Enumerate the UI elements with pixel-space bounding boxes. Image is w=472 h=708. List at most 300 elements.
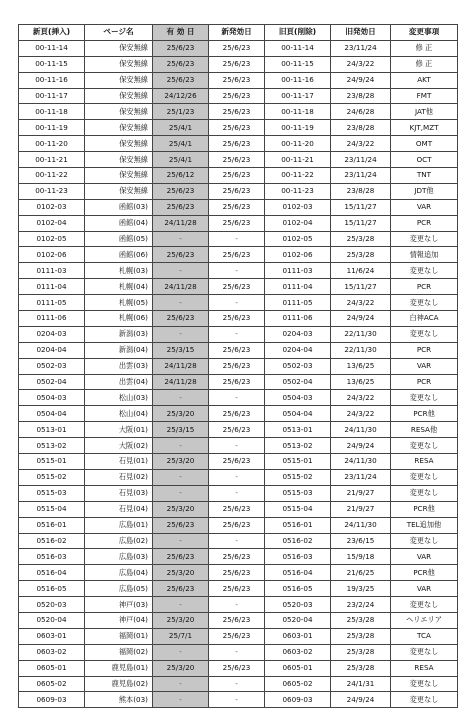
new-page-cell: 00-11-14 [19, 40, 85, 56]
new-page-cell: 0204-04 [19, 342, 85, 358]
old-effective-date-cell: 24/6/28 [331, 104, 391, 120]
new-page-cell: 0513-01 [19, 422, 85, 438]
table-row [19, 612, 458, 628]
change-notes-cell: PCR他 [391, 565, 458, 581]
effective-date-cell: 25/3/20 [153, 660, 209, 676]
old-page-cell: 0603-02 [265, 644, 331, 660]
old-page-cell: 0605-02 [265, 676, 331, 692]
new-effective-date-cell: 25/6/23 [209, 215, 265, 231]
old-page-cell: 0516-05 [265, 581, 331, 597]
old-page-cell: 00-11-15 [265, 56, 331, 72]
table-row [19, 628, 458, 644]
old-effective-date-cell: 15/9/18 [331, 549, 391, 565]
effective-date-cell: - [153, 390, 209, 406]
effective-date-cell: 25/3/15 [153, 342, 209, 358]
page-name-cell: 保安無線 [85, 56, 153, 72]
effective-date-cell: 25/7/1 [153, 628, 209, 644]
new-effective-date-cell: 25/6/23 [209, 88, 265, 104]
old-effective-date-cell: 21/9/27 [331, 501, 391, 517]
old-page-cell: 0520-03 [265, 597, 331, 613]
table-row [19, 263, 458, 279]
effective-date-cell: 24/12/26 [153, 88, 209, 104]
change-notes-cell: 変更なし [391, 390, 458, 406]
page-name-cell: 大阪(02) [85, 438, 153, 454]
change-notes-cell: PCR他 [391, 406, 458, 422]
old-page-cell: 0102-04 [265, 215, 331, 231]
effective-date-cell: 24/11/28 [153, 358, 209, 374]
page-name-cell: 広島(01) [85, 517, 153, 533]
new-effective-date-cell: - [209, 597, 265, 613]
old-page-cell: 0515-01 [265, 454, 331, 470]
effective-date-cell: - [153, 644, 209, 660]
new-page-cell: 0502-03 [19, 358, 85, 374]
header-row [19, 25, 458, 41]
effective-date-cell: 25/6/23 [153, 247, 209, 263]
change-notes-cell: FMT [391, 88, 458, 104]
effective-date-cell: - [153, 597, 209, 613]
table-row [19, 644, 458, 660]
table-row [19, 231, 458, 247]
new-page-cell: 00-11-15 [19, 56, 85, 72]
new-page-cell: 0603-01 [19, 628, 85, 644]
change-notes-cell: 修 正 [391, 40, 458, 56]
effective-date-cell: 25/6/23 [153, 183, 209, 199]
page-name-cell: 広島(04) [85, 565, 153, 581]
new-effective-date-cell: - [209, 326, 265, 342]
table-body [19, 40, 458, 707]
new-effective-date-cell: 25/6/23 [209, 247, 265, 263]
new-effective-date-cell: 25/6/23 [209, 342, 265, 358]
table-row [19, 660, 458, 676]
new-effective-date-cell: 25/6/23 [209, 152, 265, 168]
new-page-cell: 00-11-20 [19, 136, 85, 152]
new-effective-date-cell: 25/6/23 [209, 565, 265, 581]
effective-date-cell: - [153, 485, 209, 501]
new-page-cell: 00-11-17 [19, 88, 85, 104]
page-name-cell: 松山(04) [85, 406, 153, 422]
old-page-cell: 0609-03 [265, 692, 331, 708]
table-row [19, 183, 458, 199]
effective-date-cell: 25/6/23 [153, 549, 209, 565]
old-page-cell: 0513-01 [265, 422, 331, 438]
table-row [19, 485, 458, 501]
page-name-cell: 保安無線 [85, 152, 153, 168]
page-name-cell: 広島(05) [85, 581, 153, 597]
page-name-cell: 神戸(03) [85, 597, 153, 613]
change-notes-cell: 変更なし [391, 485, 458, 501]
new-page-cell: 00-11-22 [19, 168, 85, 184]
old-page-cell: 0111-06 [265, 311, 331, 327]
table-row [19, 517, 458, 533]
old-page-cell: 0515-04 [265, 501, 331, 517]
new-page-cell: 0516-02 [19, 533, 85, 549]
page-name-cell: 福岡(01) [85, 628, 153, 644]
table-row [19, 72, 458, 88]
page-name-cell: 札幌(05) [85, 295, 153, 311]
new-page-cell: 0102-05 [19, 231, 85, 247]
revision-table-sheet [18, 24, 457, 708]
new-effective-date-header: 新発効日 [209, 25, 265, 41]
old-page-cell: 0513-02 [265, 438, 331, 454]
old-effective-date-cell: 13/6/25 [331, 358, 391, 374]
new-effective-date-cell: 25/6/23 [209, 374, 265, 390]
old-page-cell: 0516-02 [265, 533, 331, 549]
page-name-cell: 鹿児島(01) [85, 660, 153, 676]
change-notes-cell: 白神ACA [391, 311, 458, 327]
effective-date-cell: 24/11/28 [153, 215, 209, 231]
effective-date-cell: 25/3/20 [153, 454, 209, 470]
new-effective-date-cell: 25/6/23 [209, 183, 265, 199]
new-page-cell: 0605-02 [19, 676, 85, 692]
old-page-cell: 0504-03 [265, 390, 331, 406]
table-row [19, 358, 458, 374]
page-name-cell: 出雲(03) [85, 358, 153, 374]
change-notes-cell: PCR [391, 374, 458, 390]
table-row [19, 342, 458, 358]
old-page-cell: 00-11-22 [265, 168, 331, 184]
table-row [19, 533, 458, 549]
new-page-cell: 0111-06 [19, 311, 85, 327]
old-page-cell: 0515-03 [265, 485, 331, 501]
new-effective-date-cell: 25/6/23 [209, 311, 265, 327]
change-notes-cell: VAR [391, 549, 458, 565]
table-row [19, 581, 458, 597]
old-effective-date-cell: 23/8/28 [331, 120, 391, 136]
change-notes-cell: 変更なし [391, 533, 458, 549]
effective-date-cell: 24/11/28 [153, 279, 209, 295]
effective-date-cell: 25/4/1 [153, 152, 209, 168]
old-page-cell: 0111-05 [265, 295, 331, 311]
page-name-cell: 新潟(03) [85, 326, 153, 342]
old-effective-date-cell: 22/11/30 [331, 342, 391, 358]
table-row [19, 374, 458, 390]
new-effective-date-cell: - [209, 644, 265, 660]
new-effective-date-cell: 25/6/23 [209, 40, 265, 56]
effective-date-cell: 25/3/20 [153, 612, 209, 628]
change-notes-cell: 変更なし [391, 263, 458, 279]
effective-date-header: 有 効 日 [153, 25, 209, 41]
table-row [19, 565, 458, 581]
page-name-cell: 出雲(04) [85, 374, 153, 390]
old-effective-date-cell: 24/1/31 [331, 676, 391, 692]
old-effective-date-cell: 25/3/28 [331, 247, 391, 263]
new-page-cell: 00-11-21 [19, 152, 85, 168]
effective-date-cell: - [153, 326, 209, 342]
old-effective-date-cell: 15/11/27 [331, 199, 391, 215]
effective-date-cell: - [153, 438, 209, 454]
new-effective-date-cell: 25/6/23 [209, 454, 265, 470]
new-page-cell: 00-11-18 [19, 104, 85, 120]
page-name-cell: 広島(03) [85, 549, 153, 565]
new-page-cell: 0515-03 [19, 485, 85, 501]
new-effective-date-cell: - [209, 485, 265, 501]
old-page-cell: 0102-05 [265, 231, 331, 247]
old-effective-date-cell: 15/11/27 [331, 279, 391, 295]
new-effective-date-cell: 25/6/23 [209, 581, 265, 597]
effective-date-cell: 24/11/28 [153, 374, 209, 390]
new-effective-date-cell: - [209, 533, 265, 549]
page-name-cell: 函館(04) [85, 215, 153, 231]
effective-date-cell: 25/6/23 [153, 199, 209, 215]
new-page-cell: 0603-02 [19, 644, 85, 660]
change-notes-cell: 変更なし [391, 676, 458, 692]
table-row [19, 326, 458, 342]
old-effective-date-cell: 15/11/27 [331, 215, 391, 231]
change-notes-cell: TCA [391, 628, 458, 644]
new-effective-date-cell: 25/6/23 [209, 628, 265, 644]
new-page-cell: 0111-04 [19, 279, 85, 295]
page-name-cell: 札幌(03) [85, 263, 153, 279]
old-effective-date-cell: 25/3/28 [331, 644, 391, 660]
old-page-header: 旧頁(削除) [265, 25, 331, 41]
old-page-cell: 0515-02 [265, 469, 331, 485]
change-notes-cell: TNT [391, 168, 458, 184]
effective-date-cell: 25/3/15 [153, 422, 209, 438]
new-effective-date-cell: 25/6/23 [209, 406, 265, 422]
new-effective-date-cell: 25/6/23 [209, 422, 265, 438]
revision-table [18, 24, 458, 708]
new-page-cell: 0609-03 [19, 692, 85, 708]
table-row [19, 469, 458, 485]
old-effective-date-cell: 25/3/28 [331, 231, 391, 247]
change-notes-cell: PCR他 [391, 501, 458, 517]
old-effective-date-cell: 23/11/24 [331, 40, 391, 56]
old-page-cell: 00-11-21 [265, 152, 331, 168]
page-name-cell: 札幌(04) [85, 279, 153, 295]
change-notes-cell: 変更なし [391, 326, 458, 342]
old-page-cell: 0504-04 [265, 406, 331, 422]
old-effective-date-cell: 23/11/24 [331, 469, 391, 485]
old-page-cell: 0516-04 [265, 565, 331, 581]
new-effective-date-cell: - [209, 263, 265, 279]
page-name-cell: 石見(03) [85, 485, 153, 501]
new-page-cell: 0513-02 [19, 438, 85, 454]
new-effective-date-cell: 25/6/23 [209, 660, 265, 676]
old-page-cell: 0111-04 [265, 279, 331, 295]
new-effective-date-cell: 25/6/23 [209, 104, 265, 120]
page-name-cell: 函館(03) [85, 199, 153, 215]
old-page-cell: 00-11-14 [265, 40, 331, 56]
page-name-cell: 保安無線 [85, 104, 153, 120]
new-effective-date-cell: - [209, 231, 265, 247]
new-effective-date-cell: - [209, 692, 265, 708]
old-effective-date-cell: 24/9/24 [331, 72, 391, 88]
page-name-cell: 函館(06) [85, 247, 153, 263]
old-effective-date-cell: 23/6/15 [331, 533, 391, 549]
old-effective-date-cell: 24/11/30 [331, 517, 391, 533]
old-page-cell: 00-11-20 [265, 136, 331, 152]
old-page-cell: 00-11-18 [265, 104, 331, 120]
new-page-cell: 0102-06 [19, 247, 85, 263]
old-page-cell: 0605-01 [265, 660, 331, 676]
old-effective-date-cell: 24/3/22 [331, 295, 391, 311]
table-row [19, 88, 458, 104]
new-page-cell: 0504-03 [19, 390, 85, 406]
new-effective-date-cell: - [209, 676, 265, 692]
old-page-cell: 0502-04 [265, 374, 331, 390]
page-name-cell: 札幌(06) [85, 311, 153, 327]
change-notes-cell: OCT [391, 152, 458, 168]
old-effective-date-cell: 24/3/22 [331, 406, 391, 422]
change-notes-cell: VAR [391, 199, 458, 215]
page-name-header: ページ名 [85, 25, 153, 41]
old-effective-date-cell: 22/11/30 [331, 326, 391, 342]
new-page-cell: 0605-01 [19, 660, 85, 676]
page-name-cell: 広島(02) [85, 533, 153, 549]
effective-date-cell: 25/6/23 [153, 311, 209, 327]
table-row [19, 422, 458, 438]
effective-date-cell: - [153, 469, 209, 485]
new-page-cell: 0516-05 [19, 581, 85, 597]
new-page-header: 新頁(挿入) [19, 25, 85, 41]
page-name-cell: 保安無線 [85, 40, 153, 56]
old-page-cell: 0204-04 [265, 342, 331, 358]
table-row [19, 247, 458, 263]
old-page-cell: 0520-04 [265, 612, 331, 628]
new-page-cell: 00-11-19 [19, 120, 85, 136]
new-page-cell: 0515-01 [19, 454, 85, 470]
old-effective-date-cell: 19/3/25 [331, 581, 391, 597]
old-effective-date-cell: 24/9/24 [331, 311, 391, 327]
new-effective-date-cell: 25/6/23 [209, 517, 265, 533]
change-notes-cell: AKT [391, 72, 458, 88]
change-notes-cell: OMT [391, 136, 458, 152]
new-page-cell: 0504-04 [19, 406, 85, 422]
change-notes-cell: 変更なし [391, 597, 458, 613]
change-notes-cell: RESA [391, 660, 458, 676]
old-page-cell: 0102-06 [265, 247, 331, 263]
table-row [19, 152, 458, 168]
old-effective-date-cell: 24/11/30 [331, 422, 391, 438]
new-effective-date-cell: 25/6/23 [209, 358, 265, 374]
old-page-cell: 0102-03 [265, 199, 331, 215]
new-effective-date-cell: - [209, 295, 265, 311]
old-effective-date-cell: 25/3/28 [331, 628, 391, 644]
effective-date-cell: 25/4/1 [153, 120, 209, 136]
old-effective-date-cell: 23/8/28 [331, 88, 391, 104]
change-notes-cell: 変更なし [391, 692, 458, 708]
change-notes-cell: 変更なし [391, 231, 458, 247]
effective-date-cell: - [153, 676, 209, 692]
page-name-cell: 石見(01) [85, 454, 153, 470]
new-page-cell: 00-11-16 [19, 72, 85, 88]
page-name-cell: 保安無線 [85, 88, 153, 104]
old-effective-date-cell: 11/6/24 [331, 263, 391, 279]
table-row [19, 549, 458, 565]
new-effective-date-cell: 25/6/23 [209, 56, 265, 72]
old-page-cell: 0603-01 [265, 628, 331, 644]
page-name-cell: 大阪(01) [85, 422, 153, 438]
effective-date-cell: 25/6/23 [153, 72, 209, 88]
old-effective-date-cell: 13/6/25 [331, 374, 391, 390]
change-notes-cell: 変更なし [391, 295, 458, 311]
new-page-cell: 0520-04 [19, 612, 85, 628]
change-notes-cell: VAR [391, 581, 458, 597]
table-row [19, 676, 458, 692]
new-effective-date-cell: 25/6/23 [209, 120, 265, 136]
new-page-cell: 0515-04 [19, 501, 85, 517]
new-effective-date-cell: 25/6/23 [209, 136, 265, 152]
table-row [19, 168, 458, 184]
page-name-cell: 保安無線 [85, 120, 153, 136]
table-row [19, 454, 458, 470]
new-page-cell: 0111-03 [19, 263, 85, 279]
table-row [19, 295, 458, 311]
new-effective-date-cell: 25/6/23 [209, 72, 265, 88]
new-effective-date-cell: 25/6/23 [209, 501, 265, 517]
page-name-cell: 松山(03) [85, 390, 153, 406]
effective-date-cell: - [153, 295, 209, 311]
new-effective-date-cell: 25/6/23 [209, 199, 265, 215]
old-page-cell: 00-11-17 [265, 88, 331, 104]
new-page-cell: 0502-04 [19, 374, 85, 390]
page-name-cell: 福岡(02) [85, 644, 153, 660]
old-effective-date-cell: 24/9/24 [331, 438, 391, 454]
change-notes-cell: 修 正 [391, 56, 458, 72]
page-name-cell: 石見(04) [85, 501, 153, 517]
old-effective-date-cell: 24/11/30 [331, 454, 391, 470]
old-effective-date-cell: 23/2/24 [331, 597, 391, 613]
change-notes-cell: PCR [391, 279, 458, 295]
old-effective-date-cell: 23/11/24 [331, 168, 391, 184]
page-name-cell: 函館(05) [85, 231, 153, 247]
table-row [19, 215, 458, 231]
effective-date-cell: 25/1/23 [153, 104, 209, 120]
new-page-cell: 0102-03 [19, 199, 85, 215]
effective-date-cell: - [153, 533, 209, 549]
page-name-cell: 保安無線 [85, 136, 153, 152]
old-effective-date-cell: 23/8/28 [331, 183, 391, 199]
table-row [19, 597, 458, 613]
old-effective-date-cell: 24/3/22 [331, 56, 391, 72]
old-page-cell: 00-11-23 [265, 183, 331, 199]
effective-date-cell: 25/6/12 [153, 168, 209, 184]
effective-date-cell: 25/3/20 [153, 406, 209, 422]
effective-date-cell: 25/3/20 [153, 565, 209, 581]
old-page-cell: 0516-01 [265, 517, 331, 533]
old-page-cell: 0111-03 [265, 263, 331, 279]
change-notes-cell: 変更なし [391, 438, 458, 454]
new-page-cell: 0204-03 [19, 326, 85, 342]
table-row [19, 279, 458, 295]
new-page-cell: 0516-01 [19, 517, 85, 533]
change-notes-cell: PCR [391, 215, 458, 231]
old-effective-date-cell: 25/3/28 [331, 612, 391, 628]
old-effective-date-cell: 21/9/27 [331, 485, 391, 501]
old-effective-date-cell: 21/6/25 [331, 565, 391, 581]
change-notes-cell: JAT他 [391, 104, 458, 120]
table-row [19, 501, 458, 517]
page-name-cell: 保安無線 [85, 183, 153, 199]
table-row [19, 120, 458, 136]
table-row [19, 56, 458, 72]
old-effective-date-cell: 25/3/28 [331, 660, 391, 676]
page-name-cell: 石見(02) [85, 469, 153, 485]
new-page-cell: 0520-03 [19, 597, 85, 613]
change-notes-cell: PCR [391, 342, 458, 358]
new-effective-date-cell: - [209, 469, 265, 485]
old-effective-date-cell: 23/11/24 [331, 152, 391, 168]
page-name-cell: 保安無線 [85, 72, 153, 88]
page-name-cell: 新潟(04) [85, 342, 153, 358]
page-name-cell: 神戸(04) [85, 612, 153, 628]
new-effective-date-cell: 25/6/23 [209, 168, 265, 184]
effective-date-cell: 25/3/20 [153, 501, 209, 517]
effective-date-cell: - [153, 231, 209, 247]
old-effective-date-cell: 24/9/24 [331, 692, 391, 708]
table-row [19, 438, 458, 454]
page-name-cell: 熊本(03) [85, 692, 153, 708]
